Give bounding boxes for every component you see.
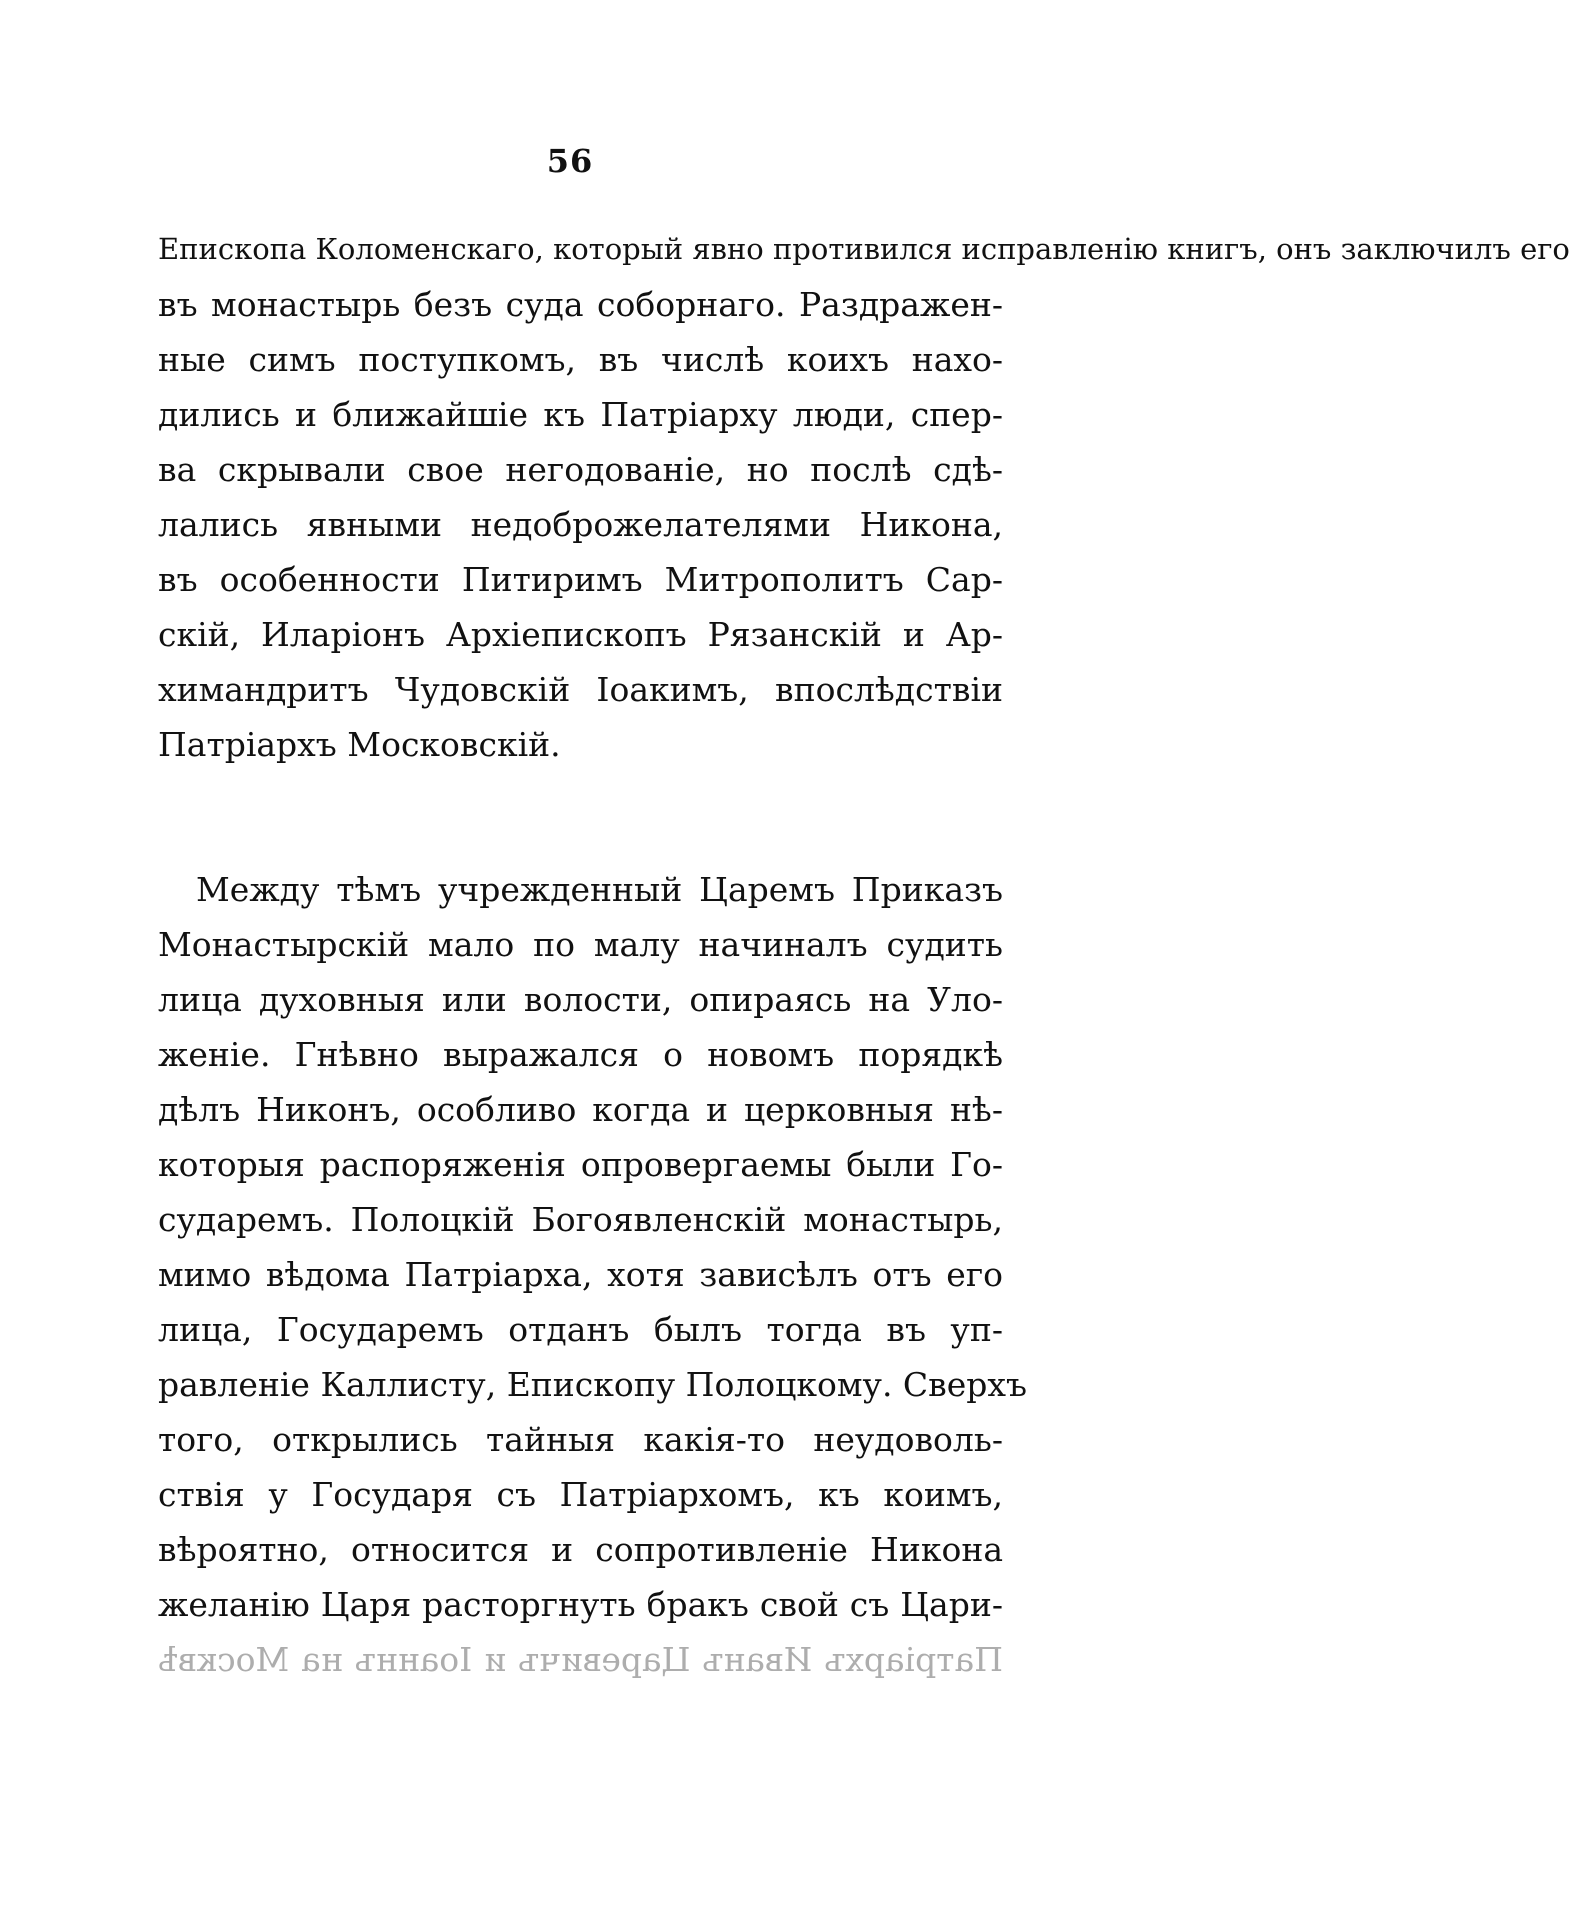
text-line: вѣроятно, относится и сопротивленіе Никона <box>158 1530 1003 1569</box>
bleed-through-line: Патріархъ Иванъ Царевичъ и Іоаннъ на Москвѣ <box>158 1640 1003 1679</box>
text-line: дѣлъ Никонъ, особливо когда и церковныя нѣ- <box>158 1090 1003 1129</box>
text-line: женіе. Гнѣвно выражался о новомъ порядкѣ <box>158 1035 1003 1074</box>
text-line: Патріархъ Московскій. <box>158 725 561 764</box>
paragraph-2 <box>158 862 1028 1687</box>
text-line: ные симъ поступкомъ, въ числѣ коихъ нахо- <box>158 340 1003 379</box>
text-line: Монастырскій мало по малу начиналъ судить <box>158 925 1003 964</box>
text-line: дились и ближайшіе къ Патріарху люди, спер- <box>158 395 1003 434</box>
text-line: того, открылись тайныя какія-то неудоволь- <box>158 1420 1003 1459</box>
text-line: лались явными недоброжелателями Никона, <box>158 505 1003 544</box>
text-line: желанію Царя расторгнуть бракъ свой съ Цари- <box>158 1585 1003 1624</box>
page-number: 56 <box>546 142 594 180</box>
text-line: въ особенности Питиримъ Митрополитъ Сар- <box>158 560 1003 599</box>
text-line: лица, Государемъ отданъ былъ тогда въ уп- <box>158 1310 1003 1349</box>
text-line: мимо вѣдома Патріарха, хотя зависѣлъ отъ его <box>158 1255 1003 1294</box>
text-line: равленіе Каллисту, Епископу Полоцкому. Сверхъ <box>158 1365 1028 1404</box>
text-line: химандритъ Чудовскій Іоакимъ, впослѣдствіи <box>158 670 1003 709</box>
text-line: которыя распоряженія опровергаемы были Го- <box>158 1145 1003 1184</box>
text-line: ствія у Государя съ Патріархомъ, къ коимъ, <box>158 1475 1003 1514</box>
text-line: сударемъ. Полоцкій Богоявленскій монастырь, <box>158 1200 1003 1239</box>
text-line: скій, Иларіонъ Архіепископъ Рязанскій и Ар- <box>158 615 1003 654</box>
text-line: Между тѣмъ учрежденный Царемъ Приказъ <box>196 870 1003 909</box>
paragraph-1 <box>158 222 1570 772</box>
text-line: Епископа Коломенскаго, который явно противился исправленію книгъ, онъ заключилъ его <box>158 232 1570 266</box>
text-line: ва скрывали свое негодованіе, но послѣ сдѣ- <box>158 450 1003 489</box>
text-line: въ монастырь безъ суда соборнаго. Раздражен- <box>158 285 1003 324</box>
text-line: лица духовныя или волости, опираясь на Уло- <box>158 980 1003 1019</box>
